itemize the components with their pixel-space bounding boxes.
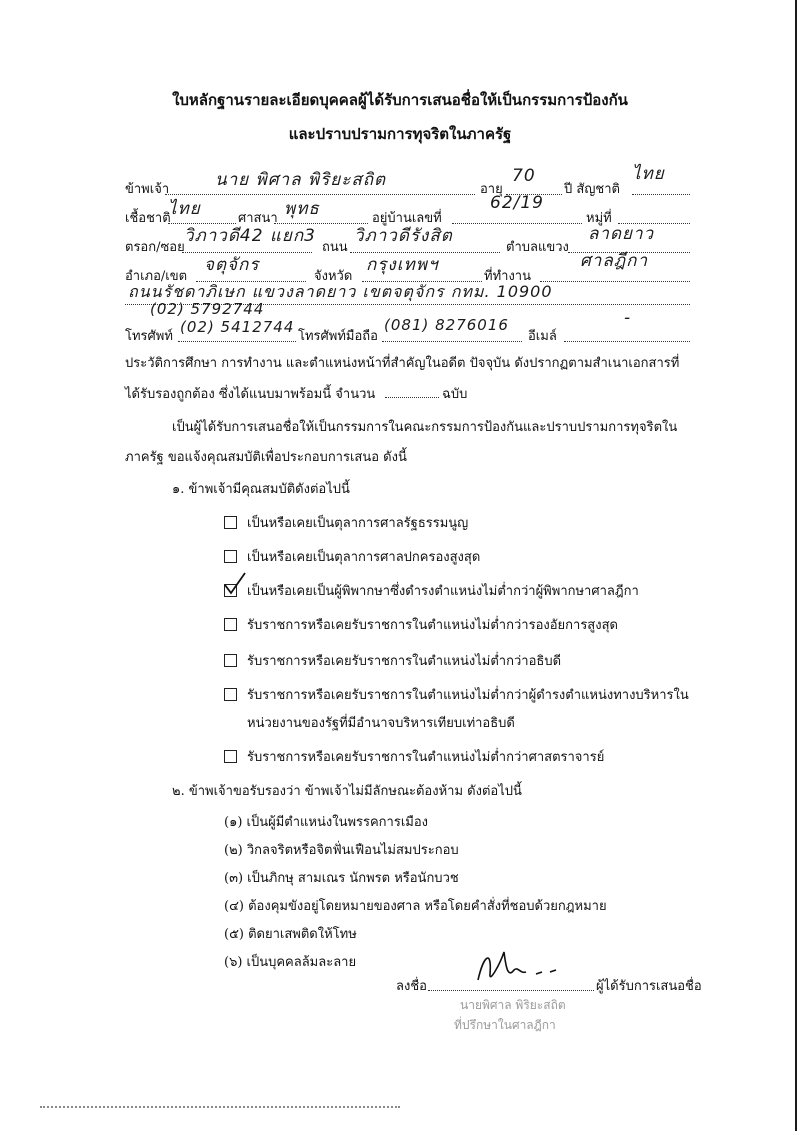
email-value[interactable]: - [624,308,632,328]
prohibition-item: (๒) วิกลจริตหรือจิตฟั่นเฟือนไม่สมประกอบ [224,843,459,858]
prohibition-item: (๖) เป็นบุคคลล้มละลาย [224,955,357,970]
road-value[interactable]: วิภาวดีรังสิต [354,226,453,246]
para1-line1: ประวัติการศึกษา การทำงาน และตำแหน่งหน้าที่สำคัญในอดีต ปัจจุบัน ดังปรากฏตามสำเนาเอกสารที่ [125,356,680,371]
qualification-label: รับราชการหรือเคยรับราชการในตำแหน่งไม่ต่ำกว่ารองอัยการสูงสุด [247,618,618,633]
copies-line [385,397,439,398]
qualification-item[interactable] [224,650,561,671]
house-no-line [452,223,582,224]
province-value[interactable]: กรุงเทพฯ [366,255,439,275]
nationality-line [632,194,690,195]
phone-label: โทรศัพท์ [125,329,173,344]
province-label: จังหวัด [314,269,353,284]
email-line [564,341,690,342]
email-label: อีเมล์ [528,329,557,344]
form-title-line1: ใบหลักฐานรายละเอียดบุคคลผู้ได้รับการเสนอชื่อให้เป็นกรรมการป้องกัน [172,91,628,109]
checkbox[interactable] [224,516,237,529]
title-stamp: ที่ปรึกษาในศาลฎีกา [454,1018,556,1032]
prohibition-item: (๔) ต้องคุมขังอยู่โดยหมายของศาล หรือโดยคำสั่งที่ชอบด้วยกฎหมาย [224,899,607,914]
qualification-label: รับราชการหรือเคยรับราชการในตำแหน่งไม่ต่ำกว่าศาสตราจารย์ [247,750,605,765]
scan-artifact [40,1106,400,1108]
section1-heading: ๑. ข้าพเจ้ามีคุณสมบัติดังต่อไปนี้ [172,482,350,497]
name-line [165,194,475,195]
checkbox[interactable] [224,654,237,667]
qualification-item[interactable] [224,546,480,567]
qualification-item[interactable] [224,614,618,635]
prohibition-item: (๕) ติดยาเสพติดให้โทษ [224,927,357,942]
soi-value[interactable]: วิภาวดี42 แยก3 [184,226,316,246]
para1-line2a: ได้รับรองถูกต้อง ซึ่งได้แนบมาพร้อมนี้ จำนวน [125,387,376,402]
checkbox[interactable] [224,688,237,701]
workplace-line [540,281,690,282]
moo-label: หมู่ที่ [586,211,612,226]
name-stamp: นายพิศาล พิริยะสถิต [460,998,566,1012]
subdistrict-label: ตำบลแขวง [506,240,569,255]
mobile-label: โทรศัพท์มือถือ [298,329,378,344]
section2-heading: ๒. ข้าพเจ้าขอรับรองว่า ข้าพเจ้าไม่มีลักษณะต้องห้าม ดังต่อไปนี้ [172,784,522,799]
house-no-value[interactable]: 62/19 [490,193,544,213]
qualification-item[interactable] [224,580,639,601]
qualification-item[interactable] [224,512,468,533]
nationality-value[interactable]: ไทย [632,164,665,184]
workplace-label: ที่ทำงาน [484,269,531,284]
religion-label: ศาสนา [238,211,278,226]
checkbox-checked[interactable] [224,584,237,597]
qualification-label: รับราชการหรือเคยรับราชการในตำแหน่งไม่ต่ำกว่าอธิบดี [247,654,562,669]
district-label: อำเภอ/เขต [125,269,188,284]
form-title-line2: และปราบปรามการทุจริตในภาครัฐ [288,125,512,143]
name-value[interactable]: นาย พิศาล พิริยะสถิต [215,170,387,190]
qualification-item[interactable] [224,746,604,767]
sign-label: ลงชื่อ [396,979,427,994]
signature-mark [470,944,570,992]
checkbox[interactable] [224,550,237,563]
age-value[interactable]: 70 [512,166,536,186]
para2-line1: เป็นผู้ได้รับการเสนอชื่อให้เป็นกรรมการในคณะกรรมการป้องกันและปราบปรามการทุจริตใน [172,420,678,435]
mobile-line [382,341,522,342]
phone-line [178,341,296,342]
subdistrict-value[interactable]: ลาดยาว [588,224,655,244]
soi-label: ตรอก/ซอย [125,240,185,255]
nominee-role-label: ผู้ได้รับการเสนอชื่อ [596,979,702,994]
religion-value[interactable]: พุทธ [284,199,320,219]
race-label: เชื้อชาติ [125,211,171,226]
mobile-value[interactable]: (081) 8276016 [384,316,509,334]
road-label: ถนน [322,240,348,255]
qualification-label: เป็นหรือเคยเป็นผู้พิพากษาซึ่งดำรงตำแหน่งไม่ต่ำกว่าผู้พิพากษาศาลฎีกา [247,584,639,599]
district-value[interactable]: จตุจักร [204,255,260,275]
qualification-label: เป็นหรือเคยเป็นตุลาการศาลปกครองสูงสุด [247,550,481,565]
qualification-item[interactable] [224,684,689,705]
age-label: อายุ [480,182,503,197]
workplace-value[interactable]: ศาลฎีกา [580,251,649,271]
name-label: ข้าพเจ้า [125,182,170,197]
nationality-label: ปี สัญชาติ [564,182,620,197]
prohibition-item: (๑) เป็นผู้มีตำแหน่งในพรรคการเมือง [224,815,429,830]
qualification-label: รับราชการหรือเคยรับราชการในตำแหน่งไม่ต่ำกว่าผู้ดำรงตำแหน่งทางบริหารใน [247,688,689,703]
scan-edge [795,0,797,1131]
qualification-label: เป็นหรือเคยเป็นตุลาการศาลรัฐธรรมนูญ [247,516,469,531]
race-value[interactable]: ไทย [168,199,201,219]
phone-value[interactable]: (02) 5412744 [180,318,295,336]
house-no-label: อยู่บ้านเลขที่ [372,211,442,226]
checkbox[interactable] [224,750,237,763]
work-address-value[interactable]: ถนนรัชดาภิเษก แขวงลาดยาว เขตจตุจักร กทม. 10900 [128,282,553,301]
para1-line2b: ฉบับ [442,387,468,402]
checkbox[interactable] [224,618,237,631]
para2-line2: ภาครัฐ ขอแจ้งคุณสมบัติเพื่อประกอบการเสนอ ดังนี้ [125,450,407,465]
prohibition-item: (๓) เป็นภิกษุ สามเณร นักพรต หรือนักบวช [224,871,459,886]
work-phone-extra[interactable]: (02) 5792744 [150,300,265,318]
qualification-label-cont: หน่วยงานของรัฐที่มีอำนาจบริหารเทียบเท่าอธิบดี [247,716,515,731]
check-mark-icon [223,571,247,597]
